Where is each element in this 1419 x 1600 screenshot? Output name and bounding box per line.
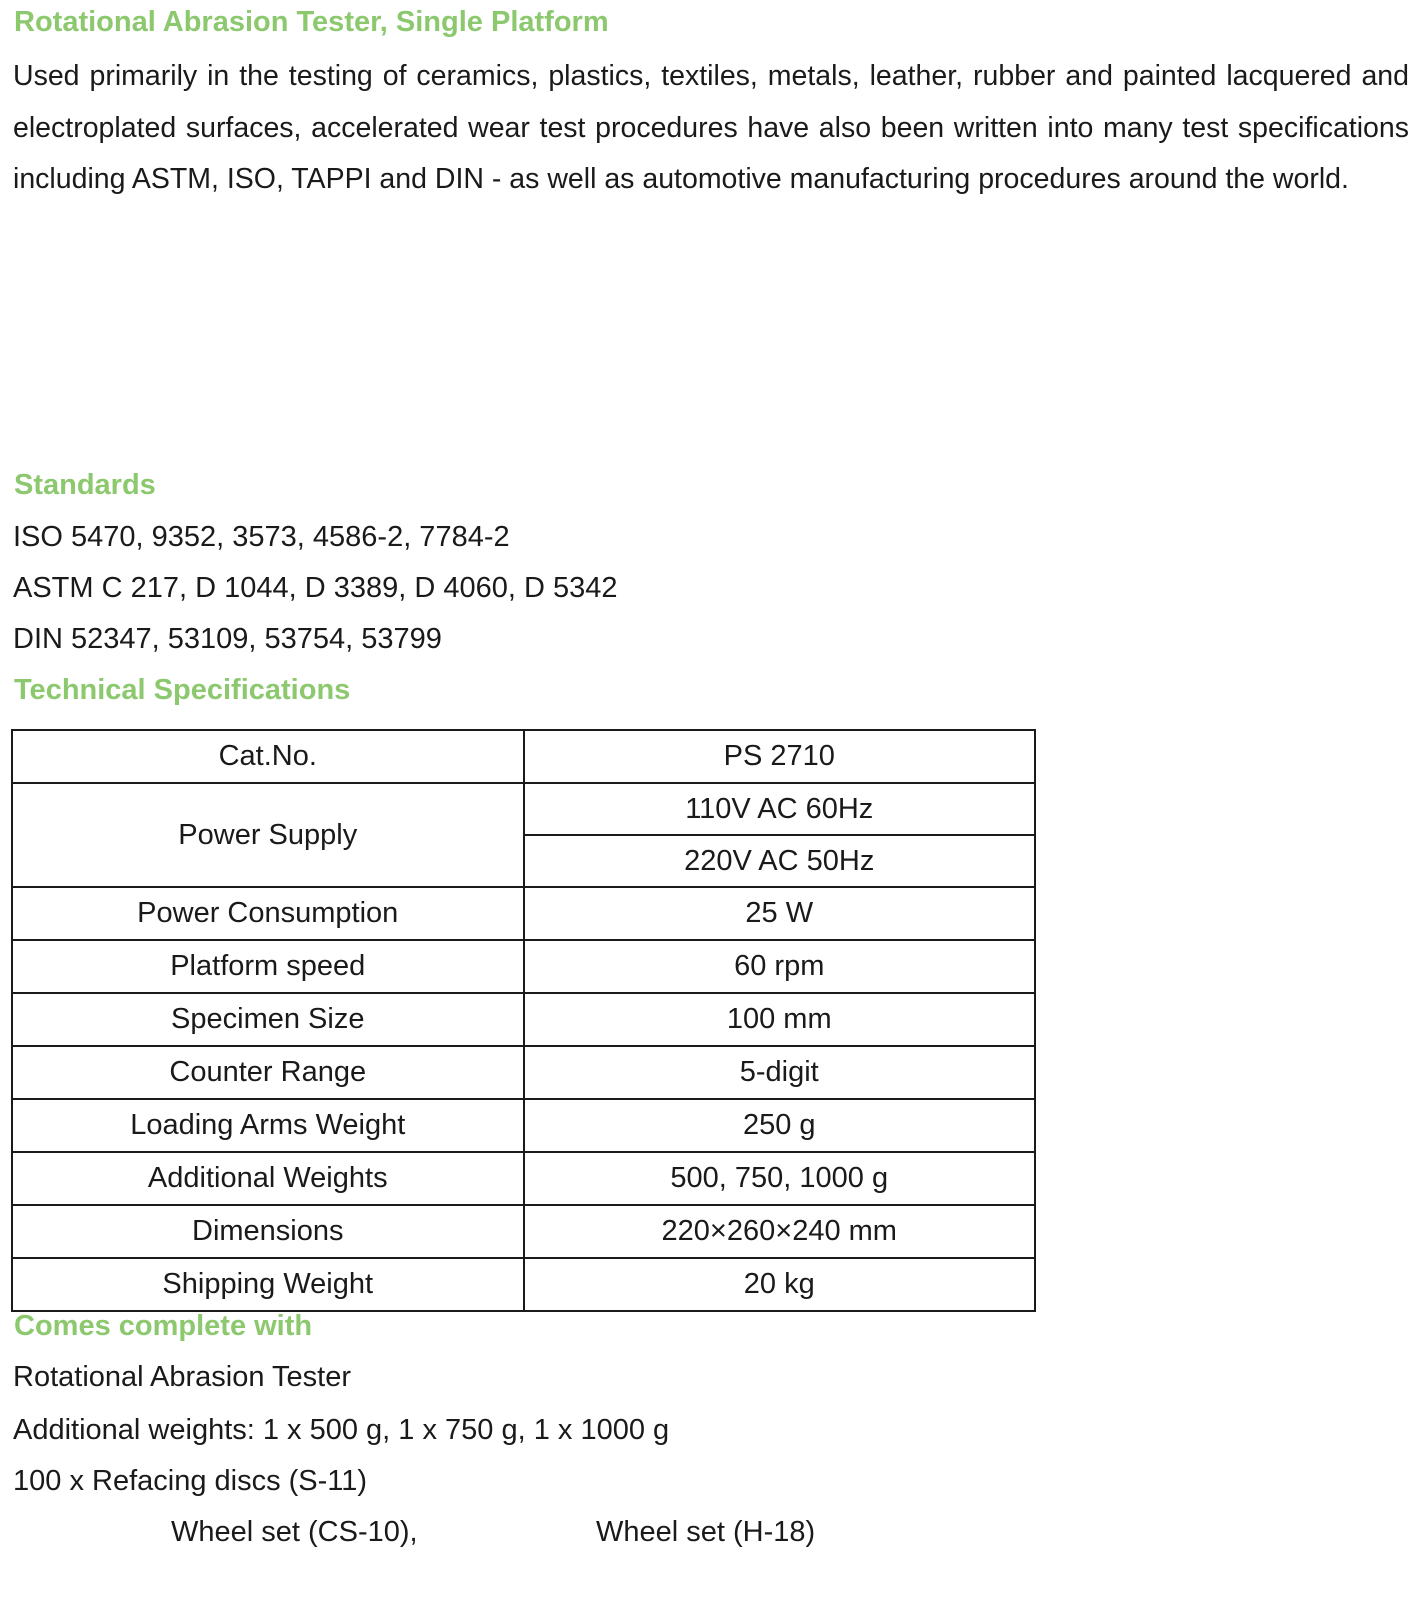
table-row xyxy=(12,1205,1035,1258)
spec-value-power-supply-220v: 220V AC 50Hz xyxy=(524,835,1036,887)
table-row xyxy=(12,730,1035,783)
spec-value: 220×260×240 mm xyxy=(524,1205,1036,1258)
spec-value: 500, 750, 1000 g xyxy=(524,1152,1036,1205)
spec-value: 5-digit xyxy=(524,1046,1036,1099)
table-row xyxy=(12,1258,1035,1311)
table-row xyxy=(12,887,1035,940)
spec-table xyxy=(11,729,1036,1312)
standards-heading: Standards xyxy=(14,469,156,501)
spec-label: Dimensions xyxy=(12,1205,524,1258)
comes-complete-heading: Comes complete with xyxy=(14,1310,313,1342)
page-title: Rotational Abrasion Tester, Single Platform xyxy=(14,6,609,38)
spec-label: Loading Arms Weight xyxy=(12,1099,524,1152)
table-row xyxy=(12,783,1035,835)
included-item: Additional weights: 1 x 500 g, 1 x 750 g, 1 x 1000 g xyxy=(13,1414,670,1446)
table-row xyxy=(12,1046,1035,1099)
included-item: 100 x Refacing discs (S-11) xyxy=(13,1465,368,1497)
table-row xyxy=(12,940,1035,993)
table-row xyxy=(12,1099,1035,1152)
spec-value: 100 mm xyxy=(524,993,1036,1046)
spec-value-cat-no: PS 2710 xyxy=(524,730,1036,783)
intro-paragraph: Used primarily in the testing of ceramics, plastics, textiles, metals, leather, rubber and painted lacquered and electroplated surfaces, accelerated wear test procedures have also been written into many test specifications including ASTM, ISO, TAPPI and DIN - as well as automotive manufacturing procedures around the world. xyxy=(13,60,1409,195)
table-row xyxy=(12,993,1035,1046)
spec-label: Shipping Weight xyxy=(12,1258,524,1311)
standard-item-iso: ISO 5470, 9352, 3573, 4586-2, 7784-2 xyxy=(13,521,510,553)
spec-label: Specimen Size xyxy=(12,993,524,1046)
included-item: Rotational Abrasion Tester xyxy=(13,1361,352,1393)
spec-value-power-supply-110v: 110V AC 60Hz xyxy=(524,783,1036,835)
spec-value: 250 g xyxy=(524,1099,1036,1152)
spec-value: 60 rpm xyxy=(524,940,1036,993)
included-item-wheel-set-h18: Wheel set (H-18) xyxy=(596,1516,816,1548)
technical-specifications-heading: Technical Specifications xyxy=(14,674,351,706)
spec-value: 20 kg xyxy=(524,1258,1036,1311)
table-row xyxy=(12,1152,1035,1205)
spec-label-cat-no: Cat.No. xyxy=(12,730,524,783)
spec-label: Power Consumption xyxy=(12,887,524,940)
spec-value: 25 W xyxy=(524,887,1036,940)
included-item-wheel-set-cs10: Wheel set (CS-10), xyxy=(171,1516,418,1548)
spec-label: Additional Weights xyxy=(12,1152,524,1205)
standard-item-din: DIN 52347, 53109, 53754, 53799 xyxy=(13,623,442,655)
standard-item-astm: ASTM C 217, D 1044, D 3389, D 4060, D 5342 xyxy=(13,572,618,604)
spec-label: Platform speed xyxy=(12,940,524,993)
spec-label: Counter Range xyxy=(12,1046,524,1099)
spec-label-power-supply: Power Supply xyxy=(12,783,524,887)
